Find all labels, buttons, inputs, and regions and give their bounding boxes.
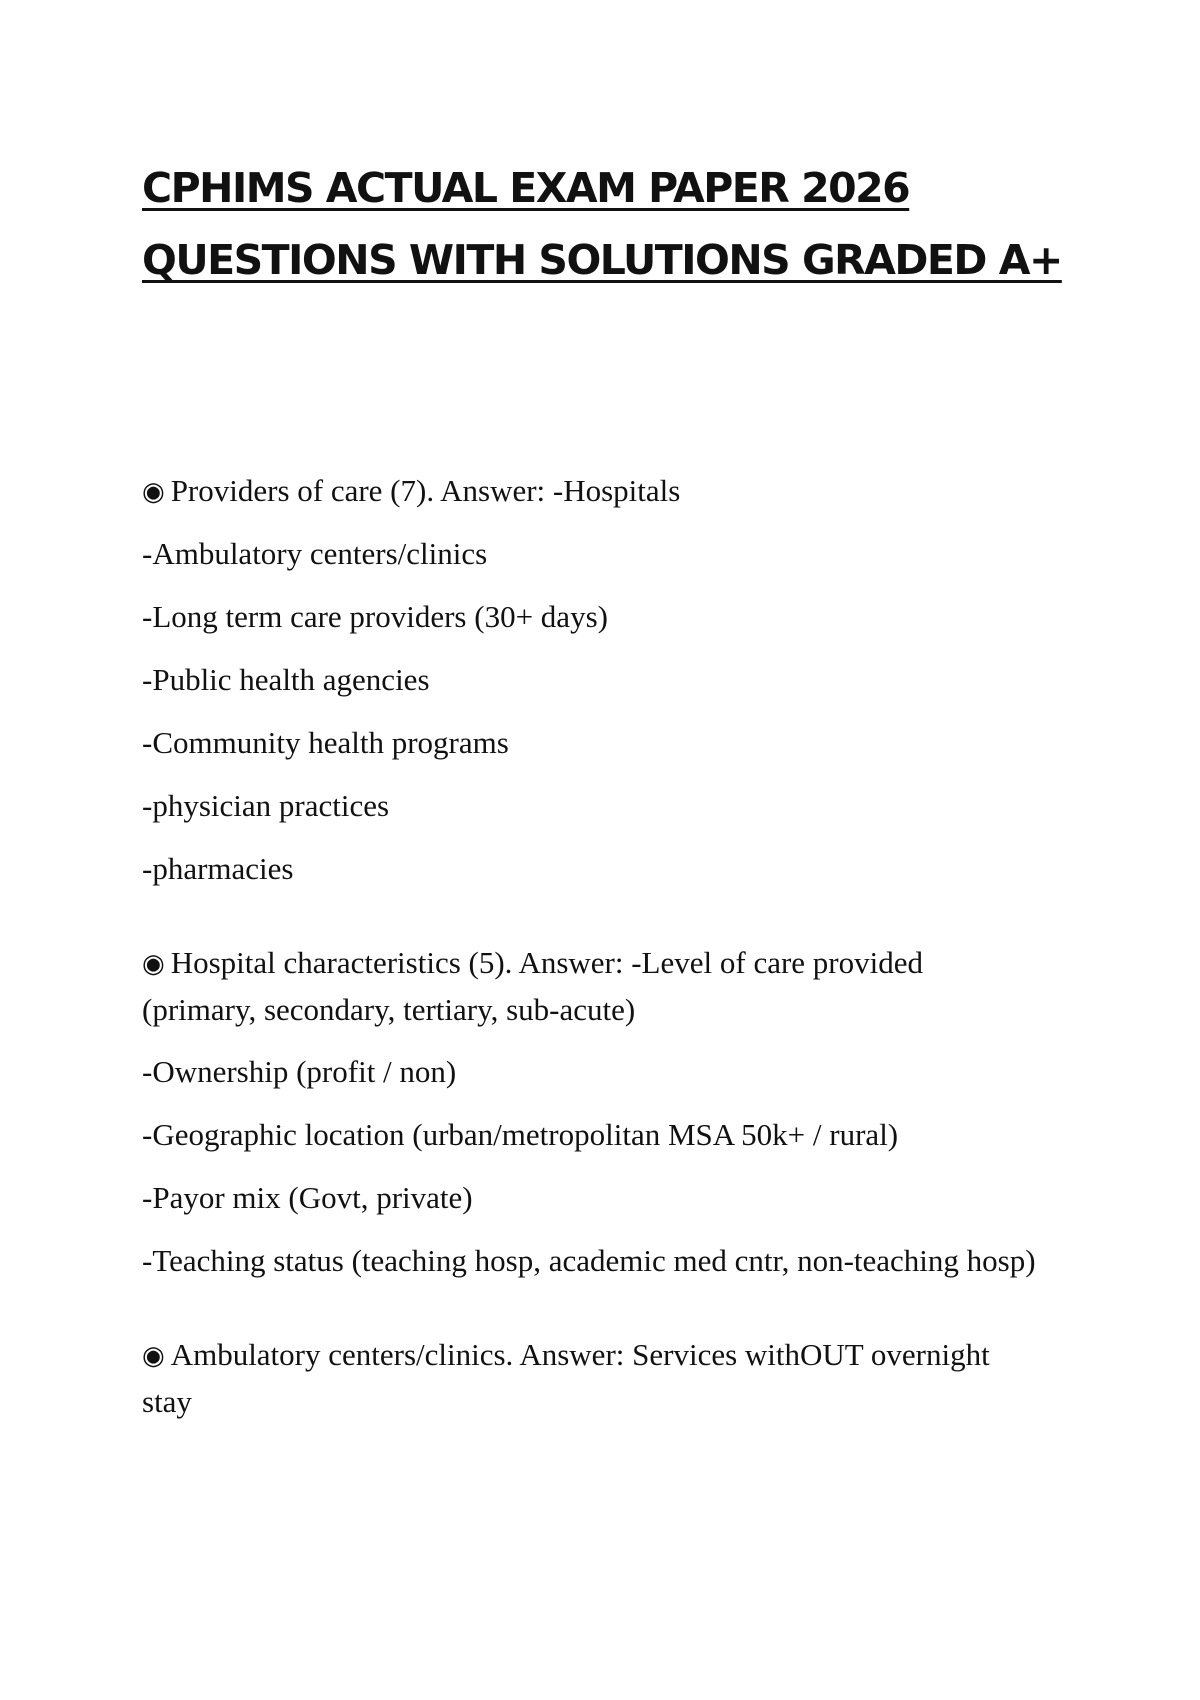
qa-item bbox=[142, 940, 1102, 1284]
title-line-2: QUESTIONS WITH SOLUTIONS GRADED A+ bbox=[142, 236, 1062, 284]
question-text bbox=[142, 940, 1102, 1033]
answer-line: -physician practices bbox=[142, 788, 390, 823]
radio-bullet-icon: ◉ bbox=[142, 1341, 165, 1371]
answer-line: -Ambulatory centers/clinics bbox=[142, 536, 488, 571]
question-text bbox=[142, 468, 1102, 515]
answer-line: -pharmacies bbox=[142, 851, 294, 886]
question-label: Ambulatory centers/clinics. Answer: Services withOUT overnight stay bbox=[142, 1337, 990, 1419]
qa-list bbox=[142, 468, 1102, 1441]
radio-bullet-icon: ◉ bbox=[142, 477, 165, 507]
answer-line: -Geographic location (urban/metropolitan MSA 50k+ / rural) bbox=[142, 1117, 899, 1152]
answer-line: -Ownership (profit / non) bbox=[142, 1054, 457, 1089]
answer-line: -Long term care providers (30+ days) bbox=[142, 599, 608, 634]
page-title bbox=[142, 152, 1102, 296]
answer-line: -Payor mix (Govt, private) bbox=[142, 1180, 473, 1215]
question-label: Providers of care (7). Answer: -Hospitals bbox=[170, 473, 681, 508]
title-line-1: CPHIMS ACTUAL EXAM PAPER 2026 bbox=[142, 164, 910, 212]
qa-item bbox=[142, 468, 1102, 892]
answer-line: -Teaching status (teaching hosp, academic med cntr, non-teaching hosp) bbox=[142, 1243, 1036, 1278]
answer-line: -Public health agencies bbox=[142, 662, 430, 697]
answer-line: -Community health programs bbox=[142, 725, 509, 760]
question-text bbox=[142, 1332, 1102, 1425]
question-label: Hospital characteristics (5). Answer: -Level of care provided (primary, secondary, tertiary, sub-acute) bbox=[142, 945, 923, 1027]
radio-bullet-icon: ◉ bbox=[142, 949, 165, 979]
qa-item bbox=[142, 1332, 1102, 1425]
